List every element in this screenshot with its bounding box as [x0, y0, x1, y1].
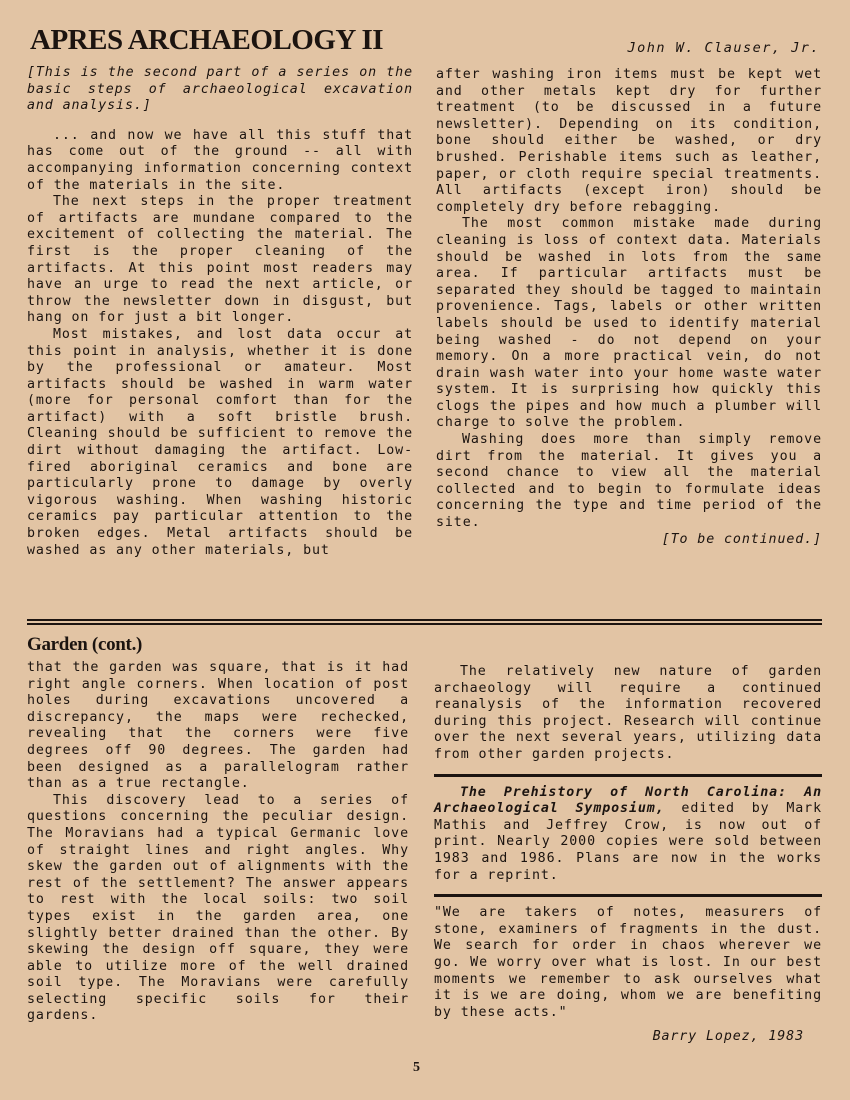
book-title: The Prehistory of North Carolina: An Archaeological Symposium, [434, 784, 822, 817]
continued-note: [To be continued.] [661, 531, 822, 547]
book-notice-text: edited by Mark Mathis and Jeffrey Crow, is now out of print. Nearly 2000 copies were sold between 1983 and 1986. Plans are now in the works for a reprint. [434, 801, 822, 883]
garden-column-left [27, 660, 409, 1025]
garden-column-right [434, 664, 822, 1046]
article-paragraph: after washing iron items must be kept wet and other metals kept dry for further treatment (to be discussed in a future newsletter). Depending on its condition, bone should either be washed, or dry brushed. Perishable items such as leather, paper, or cloth require special treatments. All artifacts (except iron) should be completely dry before rebagging. [436, 67, 822, 215]
article-author: John W. Clauser, Jr. [627, 40, 820, 56]
divider-rule [434, 894, 822, 897]
article-paragraph: The next steps in the proper treatment of artifacts are mundane compared to the excitement of collecting the material. The first is the proper cleaning of the artifacts. At this point most readers may have an urge to read the next article, or throw the newsletter down in disgust, but hang on for just a bit longer. [27, 194, 413, 326]
quote-attribution: Barry Lopez, 1983 [652, 1029, 804, 1045]
article-paragraph: Washing does more than simply remove dirt from the material. It gives you a second chance to view all the material collected and to begin to formulate ideas concerning the type and time period of the site. [436, 432, 822, 531]
article-paragraph: The most common mistake made during cleaning is loss of context data. Materials should be washed in lots from the same area. If particular artifacts must be separated they should be tagged to maintain provenience. Tags, labels or other written labels should be used to identify material being washed - do not depend on your memory. On a more practical vein, do not drain wash water into your home waste water system. It is surprising how quickly this clogs the pipes and how much a plumber will charge to solve the problem. [436, 216, 822, 431]
article-paragraph: Most mistakes, and lost data occur at this point in analysis, whether it is done by the professional or amateur. Most artifacts should be washed in warm water (more for personal comfort than for the artifact) with a soft bristle brush. Cleaning should be sufficient to remove the dirt without damaging the artifact. Low-fired aboriginal ceramics and bone are particularly prone to damage by overly vigorous washing. When washing historic ceramics pay particular attention to the broken edges. Metal artifacts should be washed as any other materials, but [27, 326, 413, 558]
article-intro: [This is the second part of a series on the basic steps of archaeological excavation and analysis.] [27, 65, 413, 114]
article-column-left [27, 65, 413, 559]
quote-text: "We are takers of notes, measurers of stone, examiners of fragments in the dust. We search for order in chaos wherever we go. We worry over what is lost. In our best moments we remember to ask ourselves what it is we are doing, whom we are benefiting by these acts." [434, 905, 822, 1020]
garden-heading: Garden (cont.) [27, 634, 143, 655]
book-notice [434, 785, 822, 885]
article-title: APRES ARCHAEOLOGY II [30, 24, 384, 56]
section-divider [27, 619, 822, 625]
page-number: 5 [413, 1060, 420, 1075]
garden-paragraph: that the garden was square, that is it had right angle corners. When location of post holes during excavations uncovered a discrepancy, the maps were rechecked, revealing that the corners were five degrees off 90 degrees. The garden had been designed as a parallelogram rather than as a true rectangle. [27, 660, 409, 792]
garden-paragraph: This discovery lead to a series of questions concerning the peculiar design. The Moravians had a typical Germanic love of straight lines and right angles. Why skew the garden out of alignments with the rest of the settlement? The answer appears to rest with the local soils: two soil types exist in the garden area, one slightly better drained than the other. By skewing the design off square, they were able to utilize more of the well drained soil type. The Moravians were carefully selecting specific soils for their gardens. [27, 792, 409, 1024]
article-column-right [436, 67, 822, 548]
divider-rule [434, 774, 822, 777]
garden-paragraph: The relatively new nature of garden archaeology will require a continued reanalysis of the information recovered during this project. Research will continue over the next several years, utilizing data from other garden projects. [434, 664, 822, 762]
article-paragraph: ... and now we have all this stuff that has come out of the ground -- all with accompanying information concerning context of the materials in the site. [27, 127, 413, 193]
